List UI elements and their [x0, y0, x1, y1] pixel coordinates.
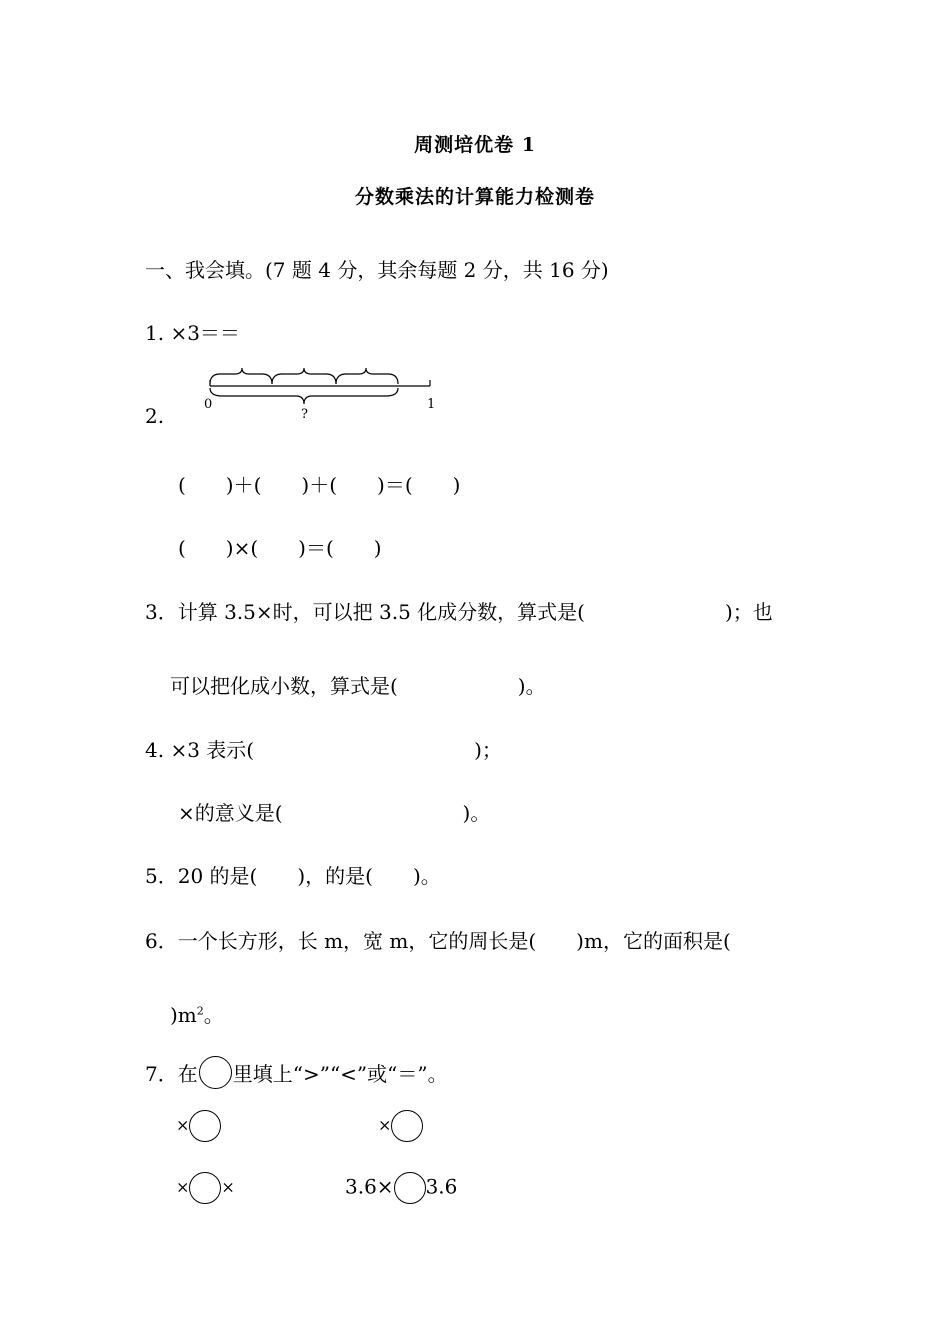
page-subtitle: 分数乘法的计算能力检测卷 — [354, 186, 595, 208]
brace-top-2 — [272, 368, 336, 384]
page-title: 周测培优卷 1 — [414, 134, 536, 156]
question-3-line-1: 3．计算 3.5×时，可以把 3.5 化成分数，算式是( )；也 — [145, 600, 773, 624]
section-heading: 一、我会填。(7 题 4 分，其余每题 2 分，共 16 分) — [145, 258, 609, 282]
brace-top-1 — [210, 368, 272, 384]
question-4-line-1: 4. ×3 表示( )； — [145, 738, 502, 762]
compare-b — [378, 1110, 423, 1142]
question-2-number: 2. — [145, 404, 165, 428]
axis-label-question: ? — [301, 407, 308, 422]
question-1: 1. ×3＝＝ — [145, 321, 240, 345]
circle-icon — [199, 1056, 232, 1089]
question-6-line-2-end: 。 — [203, 1003, 224, 1027]
axis-label-one: 1 — [427, 397, 436, 412]
brace-bottom — [210, 388, 398, 404]
question-7-pre: 7．在 — [145, 1062, 198, 1086]
compare-b-left: × — [378, 1115, 392, 1135]
compare-d — [345, 1172, 457, 1204]
compare-b-circle[interactable] — [391, 1110, 423, 1142]
axis-label-zero: 0 — [204, 397, 213, 412]
brace-top-3 — [336, 368, 398, 384]
question-2-line-2: ( )×( )＝( ) — [178, 536, 382, 560]
compare-c-left: × — [176, 1177, 190, 1197]
compare-c — [176, 1172, 235, 1204]
question-6-line-2-text: )m — [170, 1003, 197, 1027]
compare-d-left: 3.6× — [345, 1174, 394, 1199]
compare-a-left: × — [176, 1115, 190, 1135]
superscript-2: 2 — [196, 1004, 204, 1018]
number-line-diagram — [200, 362, 440, 422]
question-5: 5．20 的是( )，的是( )。 — [145, 864, 441, 888]
compare-a — [176, 1110, 221, 1142]
compare-c-circle[interactable] — [189, 1172, 221, 1204]
compare-d-circle[interactable] — [394, 1172, 426, 1204]
compare-d-right: 3.6 — [425, 1174, 458, 1199]
question-2-line-1: ( )＋( )＋( )＝( ) — [178, 473, 461, 497]
compare-a-circle[interactable] — [189, 1110, 221, 1142]
question-6-line-1: 6．一个长方形，长 m，宽 m，它的周长是( )m，它的面积是( — [145, 929, 731, 953]
question-7-prompt — [145, 1056, 448, 1089]
question-4-line-2: ×的意义是( )。 — [178, 801, 491, 825]
question-7-post: 里填上“>”“<”或“＝”。 — [232, 1062, 448, 1086]
question-3-line-2: 可以把化成小数，算式是( )。 — [170, 674, 546, 698]
compare-c-right: × — [221, 1177, 235, 1197]
question-6-line-2 — [170, 999, 224, 1028]
